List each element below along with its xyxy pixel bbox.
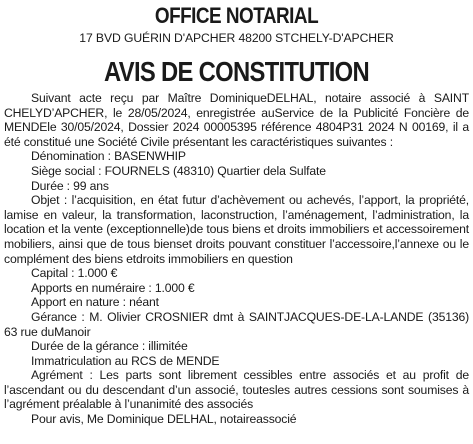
intro-paragraph: Suivant acte reçu par Maître DominiqueDELHAL, notaire associé à SAINT CHELYD’APCHER, le 28/05/2024, enregistrée auService de la Publicité Foncière de MENDEle 30/05/2024, Dossier 2024 00005395 référence 4804P31 2024 N 00169, il a été constitué une Société Civile présentant les caractéristiques suivantes : bbox=[4, 91, 469, 149]
office-address: 17 BVD GUÉRIN D'APCHER 48200 STCHELY-D'APCHER bbox=[79, 31, 394, 45]
denomination-line: Dénomination : BASENWHIP bbox=[31, 149, 186, 164]
duree-line: Durée : 99 ans bbox=[31, 178, 109, 193]
objet-paragraph: Objet : l’acquisition, en état futur d’achèvement ou achevés, l’apport, la propriété, lamise en valeur, la transformation, laconstruction, l’aménagement, l’administration, la location et la vente (exceptionnelle)de tous biens et droits immobiliers et accessoirement mobiliers, ainsi que de tous bienset droits pouvant constituer l’accessoire,l’annexe ou le complément des biens etdroits immobiliers en question bbox=[4, 193, 469, 266]
apports-numeraire-line: Apports en numéraire : 1.000 € bbox=[31, 280, 195, 295]
notice-title: AVIS DE CONSTITUTION bbox=[104, 56, 369, 87]
duree-gerance-line: Durée de la gérance : illimitée bbox=[31, 339, 188, 354]
apport-nature-line: Apport en nature : néant bbox=[31, 295, 159, 310]
immatriculation-line: Immatriculation au RCS de MENDE bbox=[31, 353, 220, 368]
siege-line: Siège social : FOURNELS (48310) Quartier dela Sulfate bbox=[31, 163, 326, 178]
signature-line: Pour avis, Me Dominique DELHAL, notaireassocié bbox=[31, 412, 297, 427]
gerance-paragraph: Gérance : M. Olivier CROSNIER dmt à SAINTJACQUES-DE-LA-LANDE (35136) 63 rue duManoir bbox=[4, 309, 469, 339]
notice-body bbox=[4, 91, 469, 427]
capital-line: Capital : 1.000 € bbox=[31, 266, 118, 281]
agrement-paragraph: Agrément : Les parts sont librement cessibles entre associés et au profit de l’ascendant ou du descendant d’un associé, toutesles autres cessions sont soumises à l’agrément préalable à l’unanimité des associés bbox=[4, 368, 469, 412]
office-title: OFFICE NOTARIAL bbox=[154, 3, 319, 28]
